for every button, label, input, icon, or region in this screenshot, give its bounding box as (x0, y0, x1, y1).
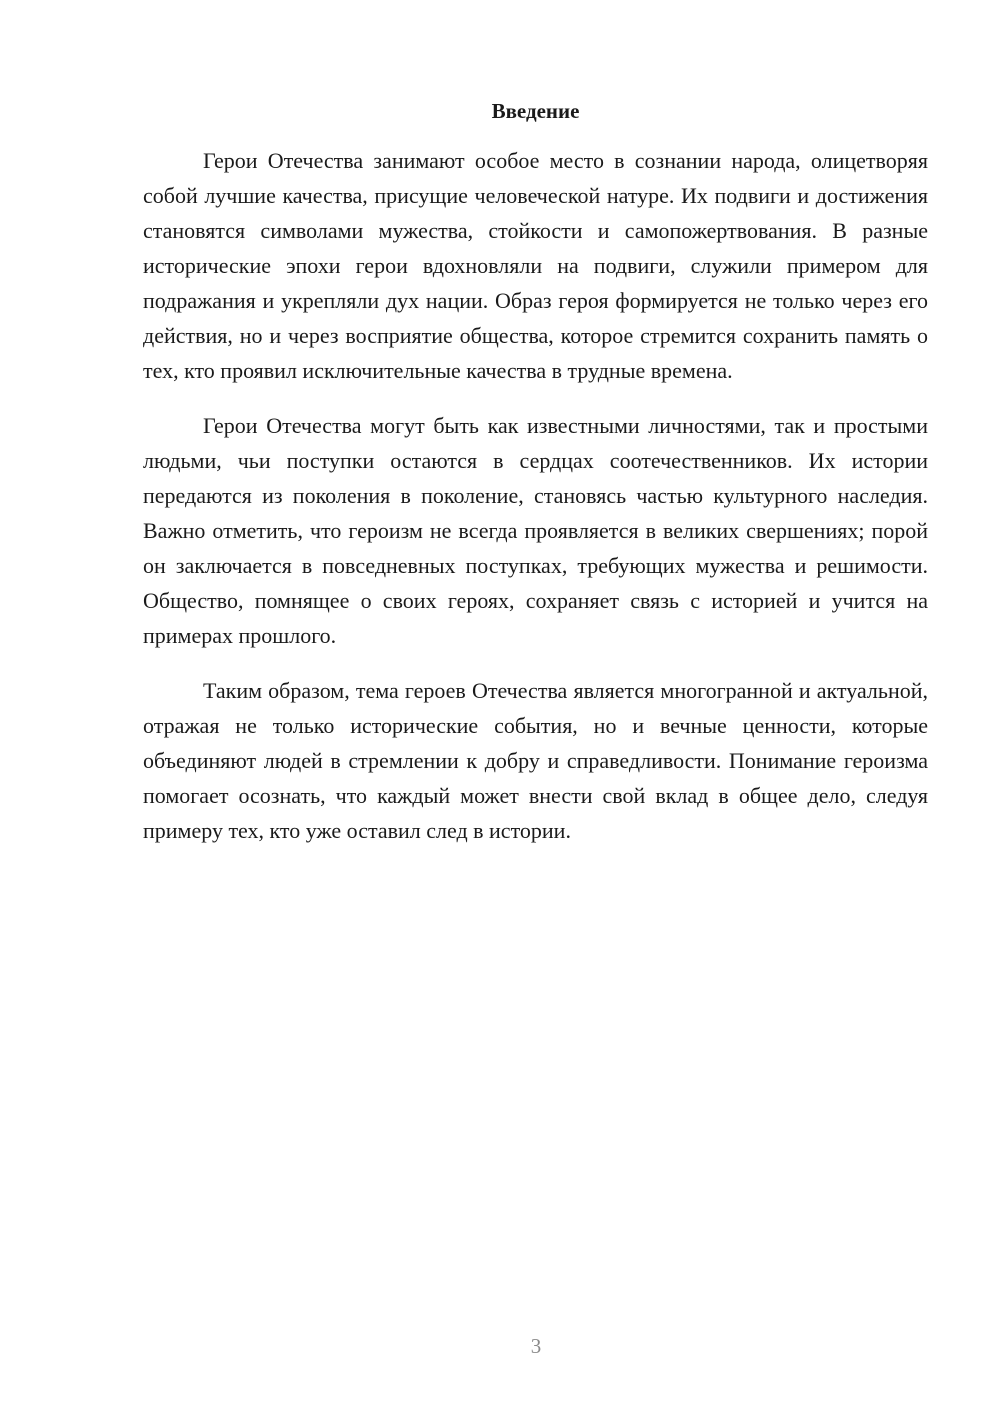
paragraph-1: Герои Отечества занимают особое место в сознании народа, олицетворяя собой лучшие качества, присущие человеческой натуре. Их подвиги и достижения становятся символами мужества, стойкости и самопожертвования. В разные исторические эпохи герои вдохновляли на подвиги, служили примером для подражания и укрепляли дух нации. Образ героя формируется не только через его действия, но и через восприятие общества, которое стремится сохранить память о тех, кто проявил исключительные качества в трудные времена. (143, 148, 928, 383)
paragraph-3: Таким образом, тема героев Отечества является многогранной и актуальной, отражая не только исторические события, но и вечные ценности, которые объединяют людей в стремлении к добру и справедливости. Понимание героизма помогает осознать, что каждый может внести свой вклад в общее дело, следуя примеру тех, кто уже оставил след в истории. (143, 678, 928, 843)
paragraph-2: Герои Отечества могут быть как известными личностями, так и простыми людьми, чьи поступки остаются в сердцах соотечественников. Их истории передаются из поколения в поколение, становясь частью культурного наследия. Важно отметить, что героизм не всегда проявляется в великих свершениях; порой он заключается в повседневных поступках, требующих мужества и решимости. Общество, помнящее о своих героях, сохраняет связь с историей и учится на примерах прошлого. (143, 413, 928, 648)
page-number: 3 (530, 1334, 542, 1358)
section-heading: Введение (491, 99, 580, 123)
document-body (143, 143, 928, 868)
